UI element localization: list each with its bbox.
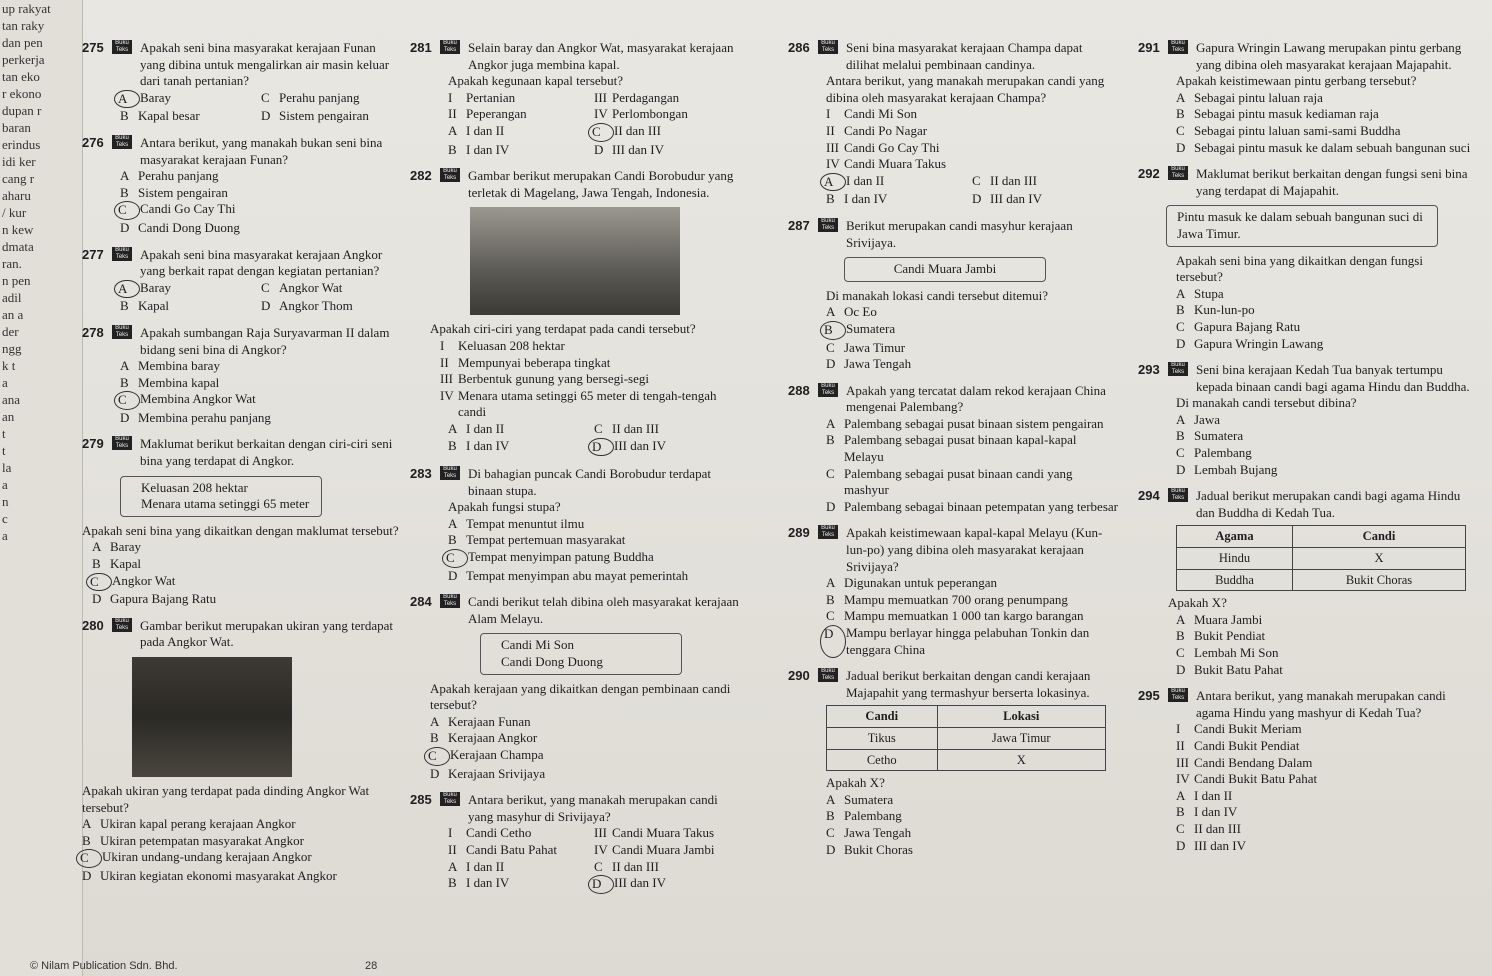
strip-line: erindus [2, 137, 41, 152]
publisher-credit: © Nilam Publication Sdn. Bhd. [30, 960, 178, 972]
question-prompt: Di manakah candi tersebut dibina? [1176, 395, 1357, 411]
option-d[interactable]: Kerajaan Srivijaya [448, 765, 546, 781]
option-a[interactable]: Tempat menuntut ilmu [466, 515, 585, 531]
option-a[interactable]: Kerajaan Funan [448, 713, 531, 729]
option-d[interactable]: III dan IV [1194, 837, 1246, 853]
option-c[interactable]: Jawa Timur [844, 339, 906, 355]
option-b[interactable]: Membina kapal [138, 374, 220, 390]
question-280: 280 Buku Teks Gambar berikut merupakan ukiran yang terdapat pada Angkor Wat. Apakah ukiran yang terdapat pada dinding Angkor Wat tersebut? A Ukiran kapal perang kerajaan Angkor B Ukiran petempatan masyarakat Angkor C Ukiran undang-undang kerajaan Angkor D Ukiran kegiatan ekonomi masyarakat Angkor [82, 618, 402, 885]
question-tag-icon: Buku Teks [818, 525, 838, 539]
strip-line: tan eko [2, 69, 40, 84]
question-tag-icon: Buku Teks [112, 40, 132, 54]
strip-line: an [2, 409, 15, 424]
statement-ii: Peperangan [466, 106, 527, 122]
option-c[interactable]: Kerajaan Champa [450, 747, 544, 762]
statement-iv: Candi Muara Takus [844, 156, 947, 172]
strip-line: n pen [2, 273, 31, 288]
question-282: 282 Buku Teks Gambar berikut merupakan Candi Borobudur yang terletak di Magelang, Jawa Tengah, Indonesia. Apakah ciri-ciri yang terdapat pada candi tersebut? I Keluasan 208 hektar II Mempunyai beberapa tingkat III Berbentuk gunung yang bersegi-segi IV Menara utama setinggi 65 meter di tengah-tengah candi A I dan II C II dan III B I dan IV D III dan IV [410, 168, 740, 456]
column-1 [82, 40, 402, 895]
statement-iii: Perdagangan [612, 89, 680, 105]
statement-i: Pertanian [466, 89, 516, 105]
statement-ii: Candi Bukit Pendiat [1194, 737, 1300, 753]
option-d[interactable]: Angkor Thom [279, 298, 353, 314]
bullet-item: Candi Mi Son [501, 637, 574, 653]
question-prompt: Apakah seni bina yang dikaitkan dengan fungsi tersebut? [1176, 252, 1423, 285]
option-b[interactable]: Mampu memuatkan 700 orang penumpang [844, 591, 1068, 607]
question-tag-icon: Buku Teks [440, 466, 460, 480]
question-275: 275 Buku Teks Apakah seni bina masyarakat kerajaan Funan yang dibina untuk mengalirkan air masin keluar dari tanah pertanian? A Baray C Perahu panjang B Kapal besar D Sistem pengairan [82, 40, 390, 124]
option-d[interactable]: Ukiran kegiatan ekonomi masyarakat Angkor [100, 867, 337, 883]
statement-iii: Candi Bendang Dalam [1194, 754, 1313, 770]
option-c[interactable]: Candi Go Cay Thi [140, 201, 236, 217]
option-c[interactable]: Angkor Wat [112, 572, 176, 588]
question-prompt: Antara berikut, yang manakah merupakan candi yang dibina oleh masyarakat kerajaan Champa? [826, 73, 1105, 105]
option-d[interactable]: Bukit Batu Pahat [1194, 661, 1283, 677]
question-tag-icon: Buku Teks [1168, 40, 1188, 54]
strip-line: / kur [2, 205, 27, 220]
option-b[interactable]: Kerajaan Angkor [448, 730, 538, 746]
agama-candi-table [1176, 525, 1466, 591]
option-d[interactable]: III dan IV [612, 141, 664, 157]
option-b[interactable]: Sistem pengairan [138, 184, 228, 200]
option-a[interactable]: I dan II [466, 420, 505, 436]
question-tag-icon: Buku Teks [112, 247, 132, 261]
option-c[interactable]: Gapura Bajang Ratu [1194, 318, 1301, 334]
strip-line: dmata [2, 239, 34, 254]
option-a[interactable]: Baray [140, 89, 172, 105]
option-d[interactable]: Membina perahu panjang [138, 409, 271, 425]
question-tag-icon: Buku Teks [112, 325, 132, 339]
table-header: Candi [827, 706, 938, 728]
option-a[interactable]: Sumatera [844, 791, 894, 807]
option-c[interactable]: Tempat menyimpan patung Buddha [468, 549, 654, 565]
option-a[interactable]: Perahu panjang [138, 168, 219, 184]
question-prompt: Apakah fungsi stupa? [448, 499, 561, 515]
previous-page-strip [0, 0, 83, 976]
bullet-item: Keluasan 208 hektar [141, 479, 248, 495]
question-tag-icon: Buku Teks [818, 218, 838, 232]
question-prompt: Di manakah lokasi candi tersebut ditemui? [826, 287, 1049, 303]
question-277: 277 Buku Teks Apakah seni bina masyarakat kerajaan Angkor yang berkait rapat dengan kegiatan pertanian? A Baray C Angkor Wat B Kapal D Angkor Thom [82, 246, 383, 314]
question-294: 294 Buku Teks Jadual berikut merupakan candi bagi agama Hindu dan Buddha di Kedah Tua. Agama Candi Hindu X Buddha Bukit Choras Apakah X? A Muara Jambi B Bukit Pendiat C Lembah Mi Son D Bukit Batu Pahat [1138, 488, 1472, 678]
question-284: 284 Buku Teks Candi berikut telah dibina oleh masyarakat kerajaan Alam Melayu. Candi Mi Son Candi Dong Duong Apakah kerajaan yang dikaitkan dengan pembinaan candi tersebut? A Kerajaan Funan B Kerajaan Angkor C Kerajaan Champa D Kerajaan Srivijaya [410, 594, 739, 781]
statement-iii: Candi Go Cay Thi [844, 139, 940, 155]
strip-line: k t [2, 358, 16, 373]
option-a[interactable]: Jawa [1194, 411, 1220, 427]
strip-line: adil [2, 290, 22, 305]
option-b[interactable]: I dan IV [466, 437, 510, 453]
strip-line: t [2, 443, 6, 458]
option-b[interactable]: Tempat pertemuan masyarakat [466, 532, 626, 548]
question-prompt: Apakah X? [1168, 595, 1227, 611]
question-tag-icon: Buku Teks [1168, 488, 1188, 502]
option-b[interactable]: Sebagai pintu masuk kediaman raja [1194, 106, 1379, 122]
table-row: Tikus Jawa Timur [827, 727, 1106, 749]
statement-i: Candi Mi Son [844, 106, 917, 122]
question-tag-icon: Buku Teks [818, 40, 838, 54]
option-d[interactable]: III dan IV [614, 437, 666, 453]
column-2 [410, 40, 740, 904]
question-prompt: Apakah kerajaan yang dikaitkan dengan pembinaan candi tersebut? [430, 680, 731, 713]
table-header: Lokasi [937, 706, 1106, 728]
strip-line: idi ker [2, 154, 36, 169]
page-number: 28 [365, 960, 378, 972]
option-c[interactable]: II dan III [1194, 820, 1241, 836]
option-d[interactable]: III dan IV [990, 191, 1042, 207]
option-b[interactable]: Ukiran petempatan masyarakat Angkor [100, 832, 304, 848]
option-b[interactable]: Sumatera [1194, 428, 1244, 444]
strip-line: la [2, 460, 12, 475]
strip-line: dupan r [2, 103, 42, 118]
option-a[interactable]: I dan II [466, 122, 505, 138]
question-tag-icon: Buku Teks [440, 594, 460, 608]
strip-line: perkerja [2, 52, 45, 67]
question-tag-icon: Buku Teks [440, 40, 460, 54]
question-295: 295 Buku Teks Antara berikut, yang manakah merupakan candi agama Hindu yang mashyur di Kedah Tua? I Candi Bukit Meriam II Candi Bukit Pendiat III Candi Bendang Dalam IV Candi Bukit Batu Pahat A I dan II B I dan IV C II dan III D III dan IV [1138, 688, 1446, 853]
question-tag-icon: Buku Teks [1168, 362, 1188, 376]
option-d[interactable]: Sebagai pintu masuk ke dalam sebuah bangunan suci [1194, 139, 1471, 155]
statement-iv: Perlombongan [612, 106, 688, 122]
question-tag-icon: Buku Teks [1168, 688, 1188, 702]
option-d[interactable]: Gapura Wringin Lawang [1194, 335, 1324, 351]
option-c[interactable]: Perahu panjang [279, 89, 360, 105]
statement-ii: Mempunyai beberapa tingkat [458, 354, 611, 370]
borobudur-image [470, 207, 680, 315]
option-a[interactable]: Baray [140, 279, 172, 295]
question-prompt: Apakah ukiran yang terdapat pada dinding Angkor Wat tersebut? [82, 783, 370, 815]
option-a[interactable]: Digunakan untuk peperangan [844, 575, 998, 591]
table-header: Agama [1177, 526, 1293, 548]
option-c[interactable]: II dan III [990, 172, 1037, 188]
strip-line: r ekono [2, 86, 42, 101]
option-c[interactable]: II dan III [612, 420, 659, 436]
info-box [480, 633, 682, 674]
question-tag-icon: Buku Teks [440, 168, 460, 182]
question-288: 288 Buku Teks Apakah yang tercatat dalam rekod kerajaan China mengenai Palembang? A Palembang sebagai pusat binaan sistem pengairan B Palembang sebagai pusat binaan kapal-kapal Melayu C Palembang sebagai pusat binaan candi yang mashyur D Palembang sebagai binaan petempatan yang terbesar [788, 382, 1118, 514]
strip-line: c [2, 511, 8, 526]
option-b[interactable]: Bukit Pendiat [1194, 628, 1266, 644]
option-a[interactable]: I dan II [1194, 787, 1233, 803]
strip-line: a [2, 528, 8, 543]
option-d[interactable]: Palembang sebagai binaan petempatan yang terbesar [844, 498, 1118, 514]
statement-i: Keluasan 208 hektar [458, 337, 565, 353]
option-d[interactable]: Candi Dong Duong [138, 219, 240, 235]
option-d[interactable]: Mampu berlayar hingga pelabuhan Tonkin dan tenggara China [846, 625, 1090, 657]
column-3 [788, 40, 1118, 868]
question-tag-icon: Buku Teks [1168, 166, 1188, 180]
option-a[interactable]: Stupa [1194, 285, 1224, 301]
statement-i: Candi Cetho [466, 825, 532, 841]
question-290: 290 Buku Teks Jadual berikut berkaitan dengan candi kerajaan Majapahit yang termashyur berserta lokasinya. Candi Lokasi Tikus Jawa Timur Cetho X Apakah X? A Sumatera B Palembang C Jawa Tengah D Bukit Choras [788, 668, 1118, 858]
option-c[interactable]: Ukiran undang-undang kerajaan Angkor [102, 849, 312, 865]
strip-line: an a [2, 307, 24, 322]
question-287: 287 Buku Teks Berikut merupakan candi masyhur kerajaan Srivijaya. Candi Muara Jambi Di manakah lokasi candi tersebut ditemui? A Oc Eo B Sumatera C Jawa Timur D Jawa Tengah [788, 218, 1118, 373]
question-289: 289 Buku Teks Apakah keistimewaan kapal-kapal Melayu (Kun-lun-po) yang dibina oleh masyarakat kerajaan Srivijaya? A Digunakan untuk peperangan B Mampu memuatkan 700 orang penumpang C Mampu memuatkan 1 000 tan kargo barangan D Mampu berlayar hingga pelabuhan Tonkin dan tenggara China [788, 525, 1118, 658]
option-a[interactable]: Baray [110, 539, 142, 555]
question-279: 279 Buku Teks Maklumat berikut berkaitan dengan ciri-ciri seni bina yang terdapat di Angkor. Keluasan 208 hektar Menara utama setinggi 65 meter Apakah seni bina yang dikaitkan dengan maklumat tersebut? A Baray B Kapal C Angkor Wat D Gapura Bajang Ratu [82, 436, 402, 607]
column-4 [1138, 40, 1472, 864]
question-293: 293 Buku Teks Seni bina kerajaan Kedah Tua banyak tertumpu kepada binaan candi bagi agama Hindu dan Buddha. Di manakah candi tersebut dibina? A Jawa B Sumatera C Palembang D Lembah Bujang [1138, 362, 1472, 478]
question-prompt: Apakah keistimewaan pintu gerbang tersebut? [1176, 73, 1417, 89]
question-285: 285 Buku Teks Antara berikut, yang manakah merupakan candi yang masyhur di Srivijaya? I Candi Cetho III Candi Muara Takus II Candi Batu Pahat IV Candi Muara Jambi A I dan II C II dan III B I dan IV D III dan IV [410, 792, 740, 894]
option-b[interactable]: Palembang sebagai pusat binaan kapal-kapal Melayu [844, 432, 1077, 465]
option-b[interactable]: Sumatera [846, 320, 896, 336]
table-row: Hindu X [1177, 548, 1466, 570]
strip-line: n [2, 494, 9, 509]
option-b[interactable]: I dan IV [466, 875, 510, 891]
table-row: Buddha Bukit Choras [1177, 569, 1466, 591]
info-box [120, 476, 322, 517]
option-b[interactable]: Kapal [110, 556, 142, 572]
option-d[interactable]: Bukit Choras [844, 841, 913, 857]
option-a[interactable]: I dan II [466, 858, 505, 874]
strip-line: baran [2, 120, 31, 135]
option-d[interactable]: Lembah Bujang [1194, 461, 1278, 477]
bullet-item: Menara utama setinggi 65 meter [141, 496, 310, 512]
question-tag-icon: Buku Teks [818, 383, 838, 397]
option-c[interactable]: Membina Angkor Wat [140, 391, 256, 407]
question-291: 291 Buku Teks Gapura Wringin Lawang merupakan pintu gerbang yang dibina oleh masyarakat kerajaan Majapahit. Apakah keistimewaan pintu gerbang tersebut? A Sebagai pintu laluan raja B Sebagai pintu masuk kediaman raja C Sebagai pintu laluan sami-sami Buddha D Sebagai pintu masuk ke dalam sebuah bangunan suci [1138, 40, 1471, 155]
option-b[interactable]: I dan IV [1194, 804, 1238, 820]
question-prompt: Apakah X? [826, 775, 885, 791]
strip-line: ana [2, 392, 21, 407]
statement-i: Candi Bukit Meriam [1194, 721, 1302, 737]
statement-ii: Candi Batu Pahat [466, 841, 557, 857]
option-b[interactable]: Kapal besar [138, 108, 200, 124]
strip-line: n kew [2, 222, 34, 237]
option-c[interactable]: II dan III [612, 858, 659, 874]
question-tag-icon: Buku Teks [112, 618, 132, 632]
strip-line: dan pen [2, 35, 43, 50]
info-box [1166, 205, 1438, 246]
strip-line: ngg [2, 341, 22, 356]
box-text: Candi Muara Jambi [893, 261, 997, 277]
angkor-wat-relief-image [132, 657, 292, 777]
strip-line: tan raky [2, 18, 45, 33]
option-c[interactable]: Jawa Tengah [844, 824, 912, 840]
statement-iv: Menara utama setinggi 65 meter di tengah-tengah candi [458, 387, 717, 420]
strip-line: a [2, 375, 8, 390]
bullet-item: Candi Dong Duong [501, 654, 603, 670]
question-276: 276 Buku Teks Antara berikut, yang manakah bukan seni bina masyarakat kerajaan Funan? A Perahu panjang B Sistem pengairan C Candi Go Cay Thi D Candi Dong Duong [82, 134, 383, 235]
option-a[interactable]: Ukiran kapal perang kerajaan Angkor [100, 816, 296, 832]
strip-line: der [2, 324, 19, 339]
question-286: 286 Buku Teks Seni bina masyarakat kerajaan Champa dapat dilihat melalui pembinaan candinya. Antara berikut, yang manakah merupakan candi yang dibina oleh masyarakat kerajaan Champa? I Candi Mi Son II Candi Po Nagar III Candi Go Cay Thi IV Candi Muara Takus A I dan II C II dan III B I dan IV D III dan IV [788, 40, 1118, 208]
question-281: 281 Buku Teks Selain baray dan Angkor Wat, masyarakat kerajaan Angkor juga membina kapal. Apakah kegunaan kapal tersebut? I Pertanian III Perdagangan II Peperangan IV Perlombongan A I dan II C II dan III B I dan IV D III dan IV [410, 40, 740, 158]
option-a[interactable]: Sebagai pintu laluan raja [1194, 89, 1323, 105]
option-b[interactable]: Kapal [138, 298, 170, 314]
option-d[interactable]: Jawa Tengah [844, 356, 912, 372]
question-tag-icon: Buku Teks [112, 436, 132, 450]
table-row: Cetho X [827, 749, 1106, 771]
strip-line: ran. [2, 256, 22, 271]
question-278: 278 Buku Teks Apakah sumbangan Raja Suryavarman II dalam bidang seni bina di Angkor? A Membina baray B Membina kapal C Membina Angkor Wat D Membina perahu panjang [82, 324, 390, 425]
question-tag-icon: Buku Teks [440, 792, 460, 806]
strip-line: a [2, 477, 8, 492]
option-c[interactable]: Mampu memuatkan 1 000 tan kargo barangan [844, 608, 1084, 624]
question-283: 283 Buku Teks Di bahagian puncak Candi Borobudur terdapat binaan stupa. Apakah fungsi stupa? A Tempat menuntut ilmu B Tempat pertemuan masyarakat C Tempat menyimpan patung Buddha D Tempat menyimpan abu mayat pemerintah [410, 466, 740, 584]
statement-iii: Berbentuk gunung yang bersegi-segi [458, 371, 649, 387]
option-d[interactable]: III dan IV [614, 875, 666, 891]
question-292: 292 Buku Teks Maklumat berikut berkaitan dengan fungsi seni bina yang terdapat di Majapahit. Pintu masuk ke dalam sebuah bangunan suci di Jawa Timur. Apakah seni bina yang dikaitkan dengan fungsi tersebut? A Stupa B Kun-lun-po C Gapura Bajang Ratu D Gapura Wringin Lawang [1138, 166, 1472, 352]
option-c[interactable]: Palembang sebagai pusat binaan candi yang mashyur [844, 465, 1073, 498]
option-c[interactable]: Sebagai pintu laluan sami-sami Buddha [1194, 122, 1401, 138]
info-box [844, 257, 1046, 282]
option-c[interactable]: Angkor Wat [279, 279, 343, 295]
option-a[interactable]: Membina baray [138, 358, 220, 374]
option-d[interactable]: Gapura Bajang Ratu [110, 591, 217, 607]
statement-ii: Candi Po Nagar [844, 122, 928, 138]
option-b[interactable]: Palembang [844, 808, 902, 824]
statement-iv: Candi Bukit Batu Pahat [1194, 771, 1318, 787]
question-prompt: Apakah seni bina yang dikaitkan dengan maklumat tersebut? [82, 522, 399, 538]
option-d[interactable]: Sistem pengairan [279, 108, 369, 124]
option-c[interactable]: II dan III [614, 122, 661, 138]
option-a[interactable]: I dan II [846, 172, 885, 188]
option-c[interactable]: Lembah Mi Son [1194, 645, 1279, 660]
option-c[interactable]: Palembang [1194, 445, 1252, 461]
strip-line: up rakyat [2, 1, 51, 16]
box-text: Pintu masuk ke dalam sebuah bangunan suci di Jawa Timur. [1177, 209, 1423, 241]
strip-line: cang r [2, 171, 35, 186]
question-tag-icon: Buku Teks [818, 668, 838, 682]
question-prompt: Apakah ciri-ciri yang terdapat pada candi tersebut? [430, 321, 696, 337]
statement-iv: Candi Muara Jambi [612, 841, 715, 857]
question-tag-icon: Buku Teks [112, 135, 132, 149]
statement-iii: Candi Muara Takus [612, 825, 715, 841]
strip-line: t [2, 426, 6, 441]
option-d[interactable]: Tempat menyimpan abu mayat pemerintah [466, 567, 689, 583]
option-b[interactable]: I dan IV [844, 191, 888, 207]
option-a[interactable]: Oc Eo [844, 304, 877, 320]
option-b[interactable]: I dan IV [466, 141, 510, 157]
option-a[interactable]: Palembang sebagai pusat binaan sistem pengairan [844, 415, 1104, 431]
candi-location-table [826, 705, 1106, 771]
option-b[interactable]: Kun-lun-po [1194, 302, 1255, 318]
strip-line: aharu [2, 188, 31, 203]
option-a[interactable]: Muara Jambi [1194, 611, 1263, 627]
question-prompt: Apakah kegunaan kapal tersebut? [448, 73, 624, 89]
table-header: Candi [1293, 526, 1466, 548]
